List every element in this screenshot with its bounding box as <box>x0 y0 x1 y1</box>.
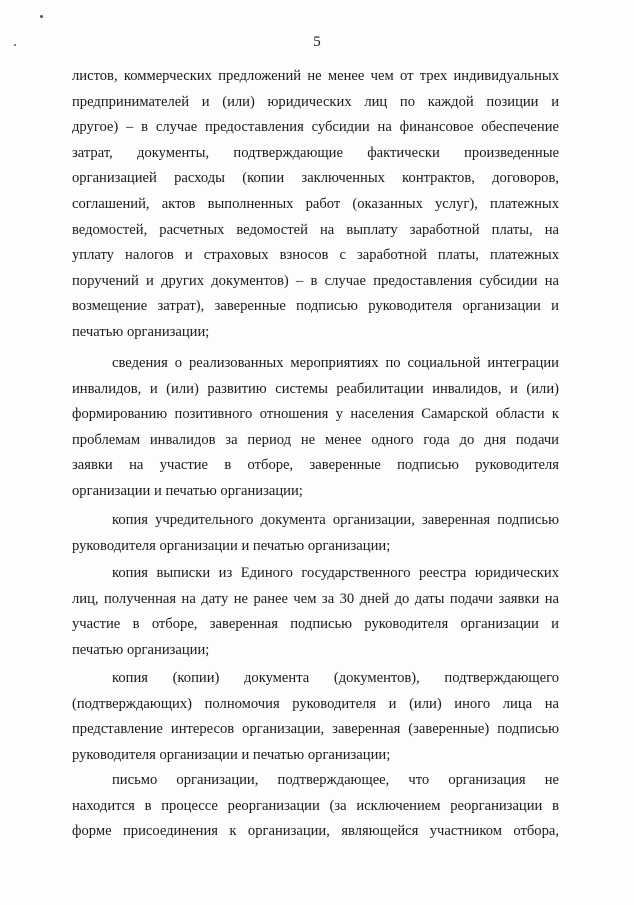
text-line: затрат, документы, подтверждающие фактически произведенные <box>72 144 559 161</box>
text-line: соглашений, актов выполненных работ (оказанных услуг), платежных <box>72 195 559 212</box>
text-line: копия (копии) документа (документов), подтверждающего <box>112 670 559 686</box>
text-line: проблемам инвалидов за период не менее одного года до дня подачи <box>72 431 559 448</box>
text-line: сведения о реализованных мероприятиях по социальной интеграции <box>112 355 559 371</box>
paragraph-5 <box>72 666 559 768</box>
text-line: другое) – в случае предоставления субсидии на финансовое обеспечение <box>72 119 559 136</box>
text-line: (подтверждающих) полномочия руководителя и (или) иного лица на <box>72 695 559 712</box>
text-line: возмещение затрат), заверенные подписью руководителя организации и <box>72 298 559 315</box>
text-line: руководителя организации и печатью организации; <box>72 537 391 554</box>
scan-speck <box>40 15 43 18</box>
body-text <box>72 508 559 559</box>
text-line: печатью организации; <box>72 641 210 658</box>
body-text <box>72 561 559 663</box>
body-text <box>72 351 559 505</box>
body-text <box>72 666 559 768</box>
text-line: предпринимателей и (или) юридических лиц по каждой позиции и <box>72 93 559 110</box>
text-line: листов, коммерческих предложений не менее чем от трех индивидуальных <box>72 68 559 84</box>
text-line: организации и печатью организации; <box>72 482 303 499</box>
text-line: печатью организации; <box>72 323 210 340</box>
text-line: инвалидов, и (или) развитию системы реабилитации инвалидов, и (или) <box>72 380 559 397</box>
text-line: представление интересов организации, заверенная (заверенные) подписью <box>72 721 559 738</box>
text-line: лиц, полученная на дату не ранее чем за 30 дней до даты подачи заявки на <box>72 590 559 607</box>
body-text <box>72 64 559 346</box>
paragraph-2 <box>72 351 559 505</box>
text-line: письмо организации, подтверждающее, что организация не <box>112 772 559 788</box>
body-text <box>72 768 559 845</box>
text-line: заявки на участие в отборе, заверенные подписью руководителя <box>72 457 559 474</box>
paragraph-3 <box>72 508 559 559</box>
paragraph-1 <box>72 64 559 346</box>
paragraph-4 <box>72 561 559 663</box>
text-line: уплату налогов и страховых взносов с заработной платы, платежных <box>72 247 559 264</box>
text-line: организацией расходы (копии заключенных контрактов, договоров, <box>72 170 559 187</box>
text-line: формированию позитивного отношения у населения Самарской области к <box>72 406 559 423</box>
text-line: находится в процессе реорганизации (за исключением реорганизации в <box>72 797 559 814</box>
text-line: копия выписки из Единого государственного реестра юридических <box>112 565 559 581</box>
paragraph-6 <box>72 768 559 845</box>
text-line: ведомостей, расчетных ведомостей на выплату заработной платы, на <box>72 221 559 238</box>
text-line: форме присоединения к организации, являющейся участником отбора, <box>72 823 559 840</box>
text-line: руководителя организации и печатью организации; <box>72 746 391 763</box>
text-line: участие в отборе, заверенная подписью руководителя организации и <box>72 616 559 633</box>
text-line: поручений и других документов) – в случае предоставления субсидии на <box>72 272 559 289</box>
page-number: 5 <box>313 34 321 50</box>
text-line: копия учредительного документа организации, заверенная подписью <box>112 512 559 528</box>
